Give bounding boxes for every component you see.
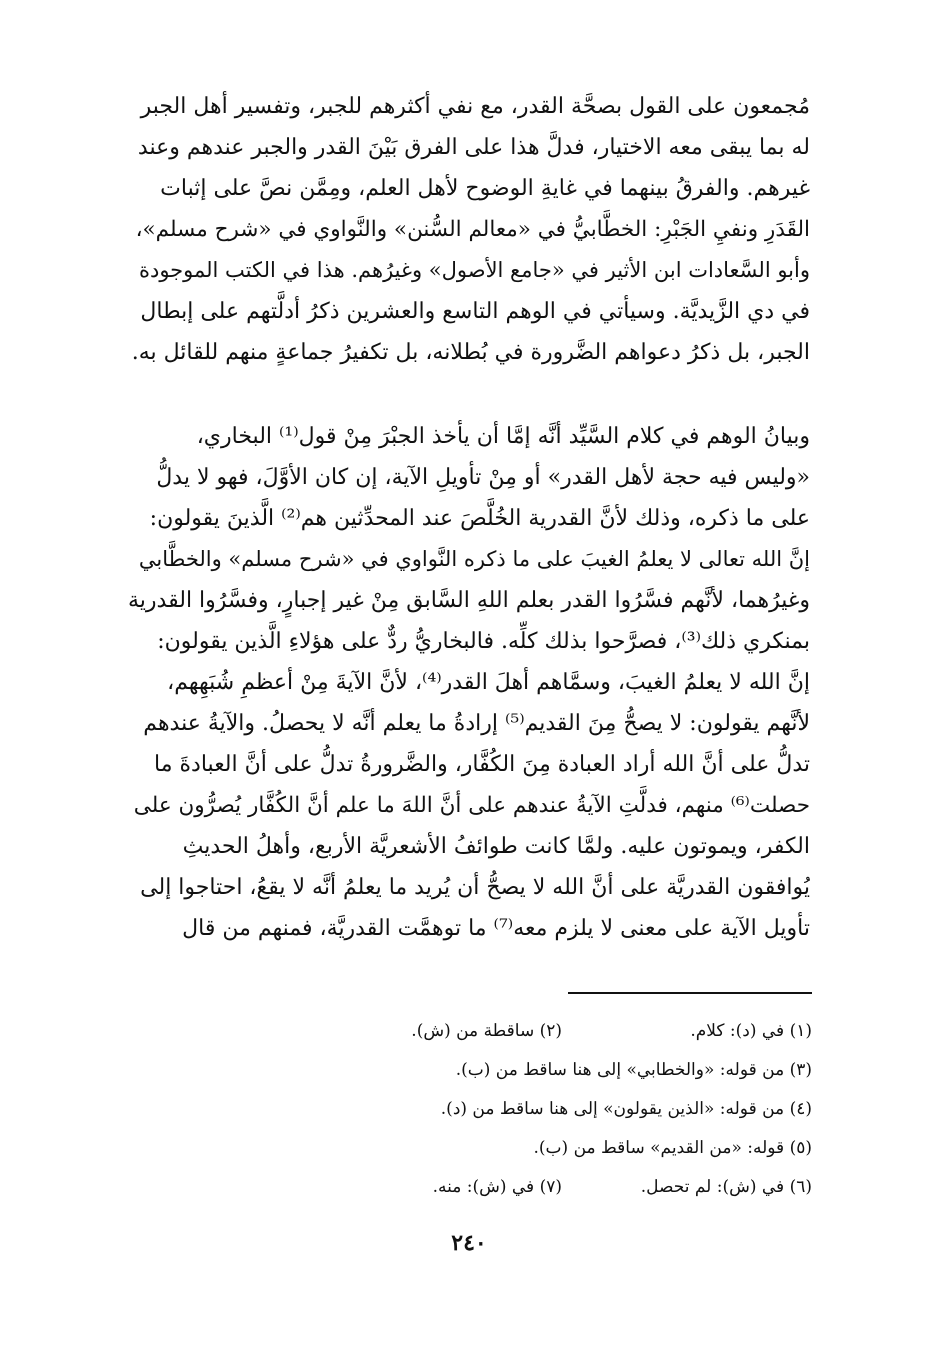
text-line: تدلُّ على أنَّ الله أراد العبادة مِنَ الكُفَّار، والضَّرورةُ تدلُّ على أنَّ العبادةَ ما — [154, 752, 810, 777]
text-line: غيرهم. والفرقُ بينهما في غايةِ الوضوح لأهل العلم، ومِمَّن نصَّ على إثبات — [160, 176, 810, 201]
footnote-row — [300, 1129, 812, 1168]
text-line: في دي الزَّيديَّة. وسيأتي في الوهم التاسع والعشرين ذكرُ أدلَّتهم على إبطال — [140, 299, 810, 324]
paragraph-1 — [128, 86, 810, 373]
text-line: إنَّ الله لا يعلمُ الغيبَ، وسمَّاهم أهلَ القدر⁽⁴⁾، لأنَّ الآيةَ مِنْ أعظمِ شُبَهِهم، — [167, 670, 810, 695]
text-line: له بما يبقى معه الاختيار، فدلَّ هذا على الفرق بَيْنَ القدر والجبر عندهم وعند — [137, 135, 810, 160]
footnotes — [300, 1012, 812, 1207]
footnote-1: (١) في (د): كلام. — [690, 1021, 812, 1041]
page-number: ٢٤٠ — [451, 1230, 487, 1256]
footnote-3: (٣) من قوله: «والخطابي» إلى هنا ساقط من (ب). — [455, 1060, 812, 1080]
footnote-4: (٤) من قوله: «الذين يقولون» إلى هنا ساقط من (د). — [440, 1099, 812, 1119]
footnote-6: (٦) في (ش): لم تحصل. — [640, 1177, 812, 1197]
paragraph-2 — [128, 416, 810, 949]
text-line: الكفر، ويموتون عليه. ولمَّا كانت طوائفُ الأشعريَّة الأربع، وأهلُ الحديثِ — [182, 834, 810, 859]
text-line: إنَّ الله تعالى لا يعلمُ الغيبَ على ما ذكره النَّواوي في «شرح مسلم» والخطَّابي — [138, 547, 810, 571]
text-line: الجبر، بل ذكرُ دعواهم الضَّرورة في بُطلانه، بل تكفيرُ جماعةٍ منهم للقائل به. — [131, 340, 810, 365]
footnote-5: (٥) قوله: «من القديم» ساقط من (ب). — [533, 1138, 812, 1158]
footnote-row — [300, 1168, 812, 1207]
footnote-row — [300, 1051, 812, 1090]
footnote-divider — [568, 992, 812, 994]
text-line: وأبو السَّعادات ابن الأثير في «جامع الأصول» وغيرُهم. هذا في الكتب الموجودة — [138, 258, 810, 282]
text-line: تأويل الآية على معنى لا يلزم معه⁽⁷⁾ ما توهمَّت القدريَّة، فمنهم من قال — [182, 916, 810, 941]
text-line: القَدَرِ ونفيِ الجَبْرِ: الخطَّابيُّ في «معالم السُّنن» والنَّواوي في «شرح مسلم»، — [135, 217, 810, 242]
footnote-row — [300, 1012, 812, 1051]
text-line: وبيانُ الوهم في كلام السَّيِّد أنَّه إمَّا أن يأخذ الجبْرَ مِنْ قول⁽¹⁾ البخاري، — [196, 424, 810, 449]
text-line: يُوافقون القدريَّة على أنَّ الله لا يصحُّ أن يُريد ما يعلمُ أنَّه لا يقعُ، احتاجوا إلى — [140, 875, 810, 900]
text-line: وغيرُهما، لأنَّهم فسَّرُوا القدر بعلم اللهِ السَّابق مِنْ غير إجبارٍ، وفسَّرُوا القدرية — [128, 588, 810, 613]
text-line: مُجمعون على القول بصحَّة القدر، مع نفي أكثرهم للجبر، وتفسير أهل الجبر — [140, 94, 810, 119]
footnote-7: (٧) في (ش): منه. — [432, 1177, 562, 1197]
footnote-row — [300, 1090, 812, 1129]
text-line: حصلت⁽⁶⁾ منهم، فدلَّتِ الآيةُ عندهم على أنَّ اللهَ ما علم أنَّ الكُفَّار يُصرُّون على — [133, 793, 810, 818]
footnote-2: (٢) ساقطة من (ش). — [411, 1021, 562, 1041]
text-line: «وليس فيه حجة لأهل القدر» أو مِنْ تأويلِ الآية، إن كان الأوَّلَ، فهو لا يدلُّ — [156, 465, 810, 490]
text-line: على ما ذكره، وذلك لأنَّ القدرية الخُلَّصَ عند المحدِّثين هم⁽²⁾ الَّذينَ يقولون: — [149, 506, 810, 531]
text-line: بمنكري ذلك⁽³⁾، فصرَّحوا بذلك كلِّه. فالبخاريُّ ردٌّ على هؤلاءِ الَّذين يقولون: — [157, 629, 810, 654]
text-line: لأنَّهم يقولون: لا يصحُّ مِنَ القديم⁽⁵⁾ إرادةُ ما يعلم أنَّه لا يحصلُ. والآيةُ عندهم — [143, 711, 810, 736]
